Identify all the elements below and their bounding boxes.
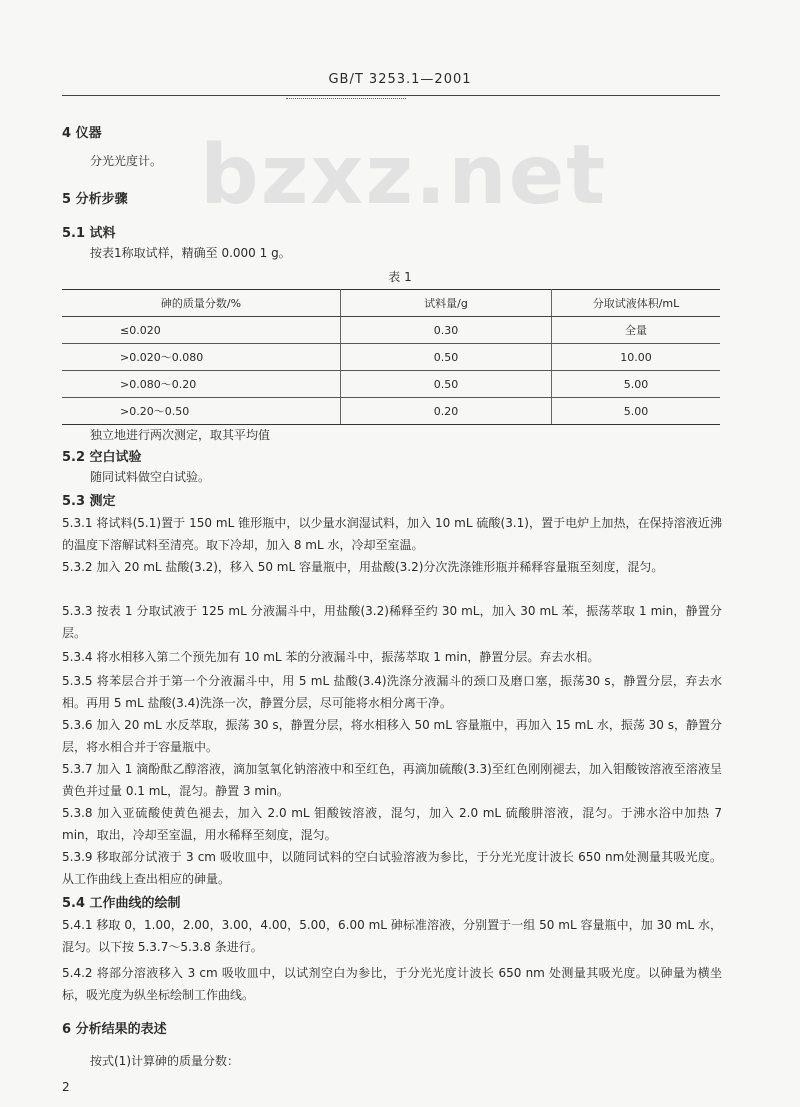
table-cell: 0.50 — [341, 344, 552, 371]
section-5-1-body: 按表1称取试样，精确至 0.000 1 g。 — [90, 246, 291, 260]
paragraph-5-3-6: 5.3.6 加入 20 mL 水反萃取，振荡 30 s，静置分层，将水相移入 50 mL 容量瓶中，再加入 15 mL 水，振荡 30 s，静置分层，将水相合并于容量瓶中。 — [62, 718, 722, 754]
page-number: 2 — [62, 1080, 70, 1094]
table-cell: 10.00 — [552, 344, 721, 371]
section-4-body: 分光光度计。 — [90, 154, 163, 168]
table-row — [62, 317, 720, 344]
section-5-4-title: 5.4 工作曲线的绘制 — [62, 896, 181, 911]
paragraph-5-3-1: 5.3.1 将试料(5.1)置于 150 mL 锥形瓶中，以少量水润湿试料，加入 10 mL 硫酸(3.1)，置于电炉上加热，在保持溶液近沸的温度下溶解试料至清亮。取下冷却，加入 8 mL 水，冷却至室温。 — [62, 516, 722, 552]
table-header-row — [62, 290, 720, 317]
table-cell: 0.30 — [341, 317, 552, 344]
sample-amount-table — [62, 289, 720, 425]
table-cell: >0.020～0.080 — [62, 344, 341, 371]
table-row — [62, 344, 720, 371]
paragraph-5-3-8: 5.3.8 加入亚硫酸使黄色褪去，加入 2.0 mL 钼酸铵溶液，混匀，加入 2.0 mL 硫酸肼溶液，混匀。于沸水浴中加热 7 min，取出，冷却至室温，用水稀释至刻度，混匀。 — [62, 806, 722, 842]
paragraph-5-4-1: 5.4.1 移取 0，1.00，2.00，3.00，4.00，5.00，6.00 mL 砷标准溶液，分别置于一组 50 mL 容量瓶中，加 30 mL 水，混匀。以下按 5.3.7～5.3.8 条进行。 — [62, 918, 722, 954]
table-cell: >0.080～0.20 — [62, 371, 341, 398]
header-dotted-rule — [286, 98, 406, 99]
table-header-cell: 分取试液体积/mL — [552, 290, 721, 317]
section-4-title: 4 仪器 — [62, 126, 102, 141]
section-6-title: 6 分析结果的表述 — [62, 1022, 167, 1037]
table-caption: 表 1 — [388, 270, 412, 284]
table-cell: 0.20 — [341, 398, 552, 425]
paragraph-5-3-7: 5.3.7 加入 1 滴酚酞乙醇溶液，滴加氢氧化钠溶液中和至红色，再滴加硫酸(3.3)至红色刚刚褪去，加入钼酸铵溶液至溶液呈黄色并过量 0.1 mL，混匀。静置 3 min。 — [62, 762, 722, 798]
paragraph-5-3-9: 5.3.9 移取部分试液于 3 cm 吸收皿中，以随同试料的空白试验溶液为参比，于分光光度计波长 650 nm处测量其吸光度。从工作曲线上查出相应的砷量。 — [62, 850, 722, 886]
table-header-cell: 砷的质量分数/% — [62, 290, 341, 317]
table-cell: 0.50 — [341, 371, 552, 398]
paragraph-5-3-5: 5.3.5 将苯层合并于第一个分液漏斗中，用 5 mL 盐酸(3.4)洗涤分液漏斗的颈口及磨口塞，振荡30 s，静置分层，弃去水相。再用 5 mL 盐酸(3.4)洗涤一次，静置分层，尽可能将水相分离干净。 — [62, 674, 722, 710]
paragraph-5-3-3: 5.3.3 按表 1 分取试液于 125 mL 分液漏斗中，用盐酸(3.2)稀释至约 30 mL，加入 30 mL 苯，振荡萃取 1 min，静置分层。 — [62, 604, 722, 640]
paragraph-5-3-2: 5.3.2 加入 20 mL 盐酸(3.2)，移入 50 mL 容量瓶中，用盐酸(3.2)分次洗涤锥形瓶并稀释容量瓶至刻度，混匀。 — [62, 560, 664, 574]
section-5-title: 5 分析步骤 — [62, 192, 128, 207]
table-row — [62, 371, 720, 398]
table-header-cell: 试料量/g — [341, 290, 552, 317]
standard-number-header: GB/T 3253.1—2001 — [328, 72, 472, 87]
table-row — [62, 398, 720, 425]
table-cell: 全量 — [552, 317, 721, 344]
section-5-2-title: 5.2 空白试验 — [62, 450, 142, 465]
table-note: 独立地进行两次测定，取其平均值 — [90, 428, 271, 442]
table-cell: 5.00 — [552, 371, 721, 398]
watermark: bzxz.net — [200, 128, 608, 223]
section-5-2-body: 随同试料做空白试验。 — [90, 470, 211, 484]
header-rule — [62, 95, 720, 96]
section-5-3-title: 5.3 测定 — [62, 494, 116, 509]
section-6-body: 按式(1)计算砷的质量分数： — [90, 1054, 239, 1068]
paragraph-5-4-2: 5.4.2 将部分溶液移入 3 cm 吸收皿中，以试剂空白为参比，于分光光度计波长 650 nm 处测量其吸光度。以砷量为横坐标，吸光度为纵坐标绘制工作曲线。 — [62, 966, 722, 1002]
table-cell: ≤0.020 — [62, 317, 341, 344]
paragraph-5-3-4: 5.3.4 将水相移入第二个预先加有 10 mL 苯的分液漏斗中，振荡萃取 1 min，静置分层。弃去水相。 — [62, 650, 600, 664]
table-cell: >0.20～0.50 — [62, 398, 341, 425]
section-5-1-title: 5.1 试料 — [62, 226, 116, 241]
table-cell: 5.00 — [552, 398, 721, 425]
